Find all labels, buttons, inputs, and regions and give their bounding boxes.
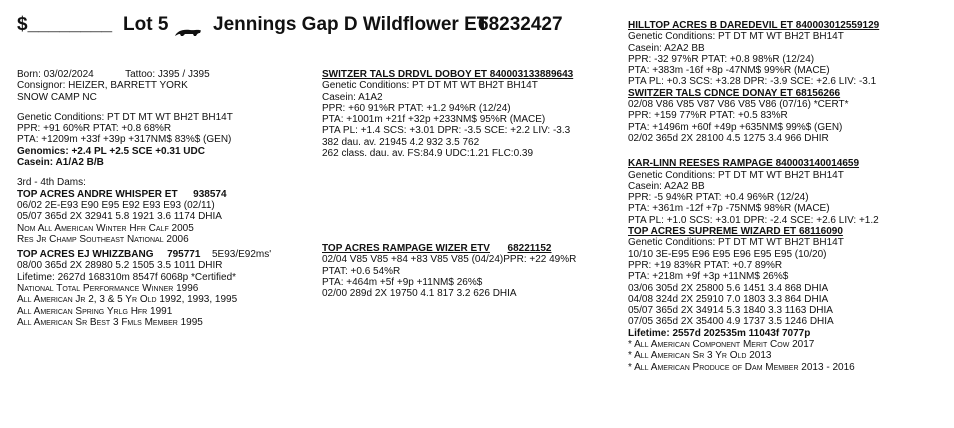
- lot-number: Lot 5: [123, 14, 169, 35]
- mgs-block: [322, 243, 576, 299]
- registration-number: 68232427: [478, 14, 563, 35]
- sire-line: PTA: +1001m +21f +32p +233NM$ 95%R (MACE): [322, 114, 546, 126]
- dam1-line: 06/02 2E-E93 E90 E95 E92 E93 E93 (02/11): [17, 199, 215, 211]
- cow-icon: [173, 27, 203, 39]
- sire-name: SWITZER TALS DRDVL DOBOY ET 840003133889643: [322, 69, 574, 80]
- maternal-great-grandsire-line: Casein: A2A2 BB: [628, 180, 705, 192]
- paternal-granddam-name: SWITZER TALS CDNCE DONAY ET 68156266: [628, 87, 841, 99]
- consignor: Consignor: HEIZER, BARRETT YORK: [17, 80, 188, 92]
- mgs-line: 02/00 289d 2X 19750 4.1 817 3.2 626 DHIA: [322, 288, 517, 300]
- maternal-granddam-honor: * All American Produce of Dam Member 2013 - 2016: [628, 361, 855, 373]
- maternal-great-grandsire-line: Genetic Conditions: PT DT MT WT BH2T BH14T: [628, 169, 844, 181]
- dam2-name: TOP ACRES EJ WHIZZBANG: [17, 249, 154, 261]
- maternal-granddam-line: 03/06 305d 2X 25800 5.6 1451 3.4 868 DHIA: [628, 282, 829, 294]
- genomics-line: Genomics: +2.4 PL +2.5 SCE +0.31 UDC: [17, 145, 205, 157]
- maternal-great-grandsire-line: PPR: -5 94%R PTAT: +0.4 96%R (12/24): [628, 192, 809, 204]
- tattoo: Tattoo: J395 / J395: [125, 69, 210, 80]
- paternal-grandsire-line: PTA PL: +0.3 SCS: +3.28 DPR: -3.9 SCE: +2.6 LIV: -3.1: [628, 76, 877, 88]
- dam2-line: Lifetime: 2627d 168310m 8547f 6068p *Certified*: [17, 271, 237, 283]
- pta-line: PTA: +1209m +33f +39p +317NM$ 83%$ (GEN): [17, 134, 232, 146]
- price-blank: $________: [17, 14, 113, 35]
- dam1-line: 05/07 365d 2X 32941 5.8 1921 3.6 1174 DHIA: [17, 211, 222, 223]
- dam2-line: All American Jr 2, 3 & 5 Yr Old 1992, 1993, 1995: [17, 294, 238, 306]
- maternal-granddam-line: 05/07 365d 2X 34914 5.3 1840 3.3 1163 DHIA: [628, 305, 833, 317]
- ppr-line: PPR: +91 60%R PTAT: +0.8 68%R: [17, 123, 172, 135]
- mgs-line: PTA: +464m +5f +9p +11NM$ 26%$: [322, 276, 483, 288]
- genetic-conditions: Genetic Conditions: PT DT MT WT BH2T BH14T: [17, 111, 233, 123]
- maternal-granddam-line: PPR: +19 83%R PTAT: +0.7 89%R: [628, 259, 783, 271]
- mgs-line: 02/04 V85 V85 +84 +83 V85 V85 (04/24)PPR: +22 49%R: [322, 254, 577, 266]
- sire-block: [322, 69, 573, 159]
- paternal-granddam-line: 02/02 365d 2X 28100 4.5 1275 3.4 966 DHIR: [628, 132, 829, 144]
- casein-line: Casein: A1/A2 B/B: [17, 157, 104, 169]
- sire-line: PTA PL: +1.4 SCS: +3.01 DPR: -3.5 SCE: +2.2 LIV: -3.3: [322, 125, 571, 137]
- dam1-reg: 938574: [193, 188, 227, 200]
- maternal-granddam-line: 04/08 324d 2X 25910 7.0 1803 3.3 864 DHIA: [628, 293, 829, 305]
- dam1-line: Res Jr Champ Southeast National 2006: [17, 233, 189, 245]
- maternal-granddam-line: 07/05 365d 2X 35400 4.9 1737 3.5 1246 DHIA: [628, 316, 834, 328]
- maternal-granddam-name: TOP ACRES SUPREME WIZARD ET 68116090: [628, 226, 843, 238]
- mgs-line: PTAT: +0.6 54%R: [322, 265, 401, 277]
- paternal-grandsire-line: PPR: -32 97%R PTAT: +0.8 98%R (12/24): [628, 53, 815, 65]
- dam2-line: National Total Performance Winner 1996: [17, 283, 199, 295]
- paternal-grandsire-line: PTA: +383m -16f +8p -47NM$ 99%R (MACE): [628, 65, 830, 77]
- dam2-line: All American Spring Yrlg Hfr 1991: [17, 305, 173, 317]
- paternal-grandsire-line: Genetic Conditions: PT DT MT WT BH2T BH14T: [628, 31, 844, 43]
- paternal-granddam-line: PPR: +159 77%R PTAT: +0.5 83%R: [628, 110, 788, 122]
- born-date: Born: 03/02/2024: [17, 69, 94, 80]
- paternal-granddam-line: PTA: +1496m +60f +49p +635NM$ 99%$ (GEN): [628, 121, 843, 133]
- sire-line: Casein: A1A2: [322, 91, 383, 103]
- maternal-granddam-honor: * All American Component Merit Cow 2017: [628, 339, 815, 351]
- sire-line: PPR: +60 91%R PTAT: +1.2 94%R (12/24): [322, 102, 511, 114]
- animal-name: Jennings Gap D Wildflower ET: [213, 14, 489, 35]
- dam1-line: Nom All American Winter Hfr Calf 2005: [17, 222, 194, 234]
- mgs-name: TOP ACRES RAMPAGE WIZER ETV: [322, 243, 490, 254]
- right-pedigree: [628, 20, 879, 373]
- dam2-classification: 5E93/E92ms': [212, 249, 272, 261]
- dam2-line: All American Sr Best 3 Fmls Member 1995: [17, 316, 203, 328]
- maternal-granddam-line: 10/10 3E-E95 E96 E95 E96 E95 E95 (10/20): [628, 248, 827, 260]
- maternal-granddam-line: Genetic Conditions: PT DT MT WT BH2T BH14T: [628, 237, 844, 249]
- maternal-great-grandsire-line: PTA: +361m -12f +7p -75NM$ 98%R (MACE): [628, 203, 830, 215]
- dam2-line: 08/00 365d 2X 28980 5.2 1505 3.5 1011 DHIR: [17, 260, 223, 272]
- dam2-reg: 795771: [167, 249, 201, 261]
- maternal-granddam-honor: * All American Sr 3 Yr Old 2013: [628, 350, 772, 362]
- animal-info: [17, 69, 271, 328]
- maternal-granddam-line: PTA: +218m +9f +3p +11NM$ 26%$: [628, 271, 789, 283]
- dams-heading: 3rd - 4th Dams:: [17, 177, 86, 189]
- maternal-granddam-lifetime: Lifetime: 2557d 202535m 11043f 7077p: [628, 327, 811, 339]
- paternal-grandsire-name: HILLTOP ACRES B DAREDEVIL ET 840003012559129: [628, 20, 880, 31]
- paternal-grandsire-line: Casein: A2A2 BB: [628, 42, 705, 54]
- maternal-great-grandsire-name: KAR-LINN REESES RAMPAGE 840003140014659: [628, 158, 860, 170]
- consignor-location: SNOW CAMP NC: [17, 91, 97, 103]
- sire-line: 262 class. dau. av. FS:84.9 UDC:1.21 FLC:0.39: [322, 148, 534, 160]
- sire-line: 382 dau. av. 21945 4.2 932 3.5 762: [322, 136, 480, 148]
- maternal-great-grandsire-line: PTA PL: +1.0 SCS: +3.01 DPR: -2.4 SCE: +2.6 LIV: +1.2: [628, 214, 879, 226]
- mgs-reg: 68221152: [507, 243, 552, 254]
- dam1-name: TOP ACRES ANDRE WHISPER ET: [17, 188, 178, 200]
- sire-line: Genetic Conditions: PT DT MT WT BH2T BH14T: [322, 80, 538, 92]
- paternal-granddam-line: 02/08 V86 V85 V87 V86 V85 V86 (07/16) *CERT*: [628, 99, 849, 111]
